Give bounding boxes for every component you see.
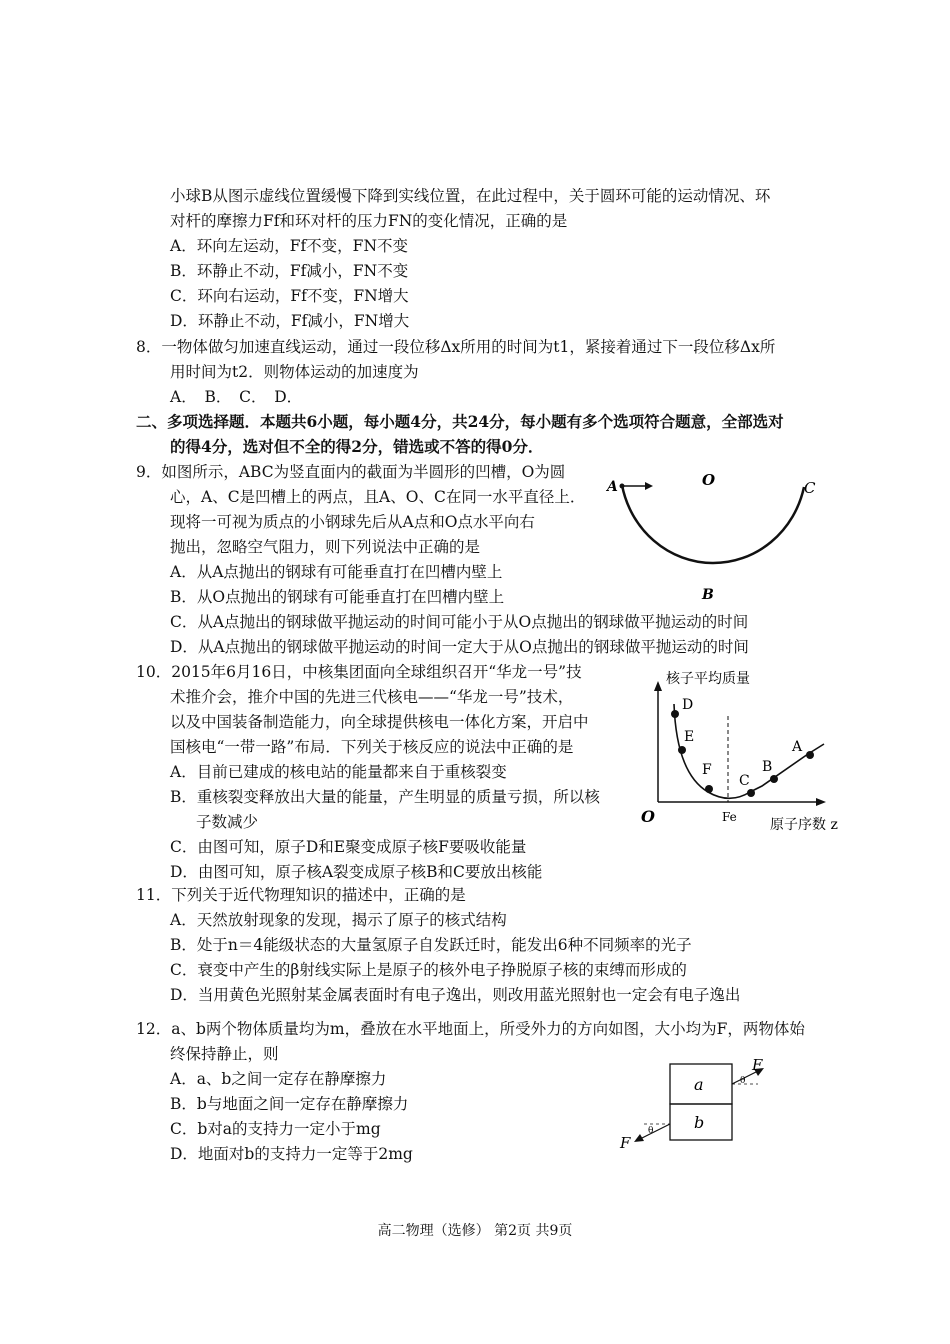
section2-header-line2: 的得4分，选对但不全的得2分，错选或不答的得0分． [170,437,544,456]
label-b-point: B [762,759,773,775]
label-f: F [702,762,712,778]
label-d: D [682,697,694,713]
q7-option-d: D．环静止不动，Ff减小，FN增大 [170,312,410,330]
q9-stem-line4: 抛出，忽略空气阻力，则下列说法中正确的是 [170,538,481,556]
q10-option-b-line2: 子数减少 [196,813,259,831]
q9-option-d: D．从A点抛出的钢球做平抛运动的时间一定大于从O点抛出的钢球做平抛运动的时间 [170,638,749,656]
page-footer: 高二物理（选修） 第2页 共9页 [377,1223,573,1239]
label-a-point: A [792,739,803,755]
q9-stem-line2: 心，A、C是凹槽上的两点，且A、O、C在同一水平直径上． [170,488,586,506]
q7-option-a: A．环向左运动，Ff不变，FN不变 [170,237,409,255]
x-axis-arrow-icon [816,798,826,806]
point-a-dot [620,484,625,489]
q10-option-c: C．由图可知，原子D和E聚变成原子核F要吸收能量 [170,838,527,856]
theta-b-label: θ [648,1126,654,1136]
q7-option-c: C．环向右运动，Ff不变，FN增大 [170,287,409,305]
q11-option-b: B．处于n＝4能级状态的大量氢原子自发跃迁时，能发出6种不同频率的光子 [170,936,692,954]
q9-groove-figure [600,465,830,605]
q12-blocks-figure [616,1056,776,1156]
q9-stem-line1: 9．如图所示，ABC为竖直面内的截面为半圆形的凹槽，O为圆 [136,463,566,481]
q8-stem-line2: 用时间为t2．则物体运动的加速度为 [170,363,419,381]
point-d [671,710,679,718]
theta-a-label: θ [740,1076,746,1086]
point-a [806,751,814,759]
origin-label: O [641,807,655,826]
block-a-label: a [694,1075,704,1094]
y-axis-arrow-icon [654,681,662,691]
section2-header-line1: 二、多项选择题．本题共6小题，每小题4分，共24分，每小题有多个选项符合题意，全部选对 [136,412,784,431]
point-f [705,785,713,793]
q11-option-c: C．衰变中产生的β射线实际上是原子的核外电子挣脱原子核的束缚而形成的 [170,961,687,979]
point-b [770,775,778,783]
q12-option-b: B．b与地面之间一定存在静摩擦力 [170,1095,409,1113]
q12-stem-line2: 终保持静止，则 [170,1045,279,1063]
groove-arc [622,485,804,563]
q10-option-b-line1: B．重核裂变释放出大量的能量，产生明显的质量亏损，所以核 [170,788,600,806]
arrowhead-icon [645,482,653,490]
q10-stem-line1: 10．2015年6月16日，中核集团面向全球组织召开“华龙一号”技 [136,663,582,681]
q7-stem-line1: 小球B从图示虚线位置缓慢下降到实线位置，在此过程中，关于圆环可能的运动情况、环 [170,187,771,205]
q12-option-c: C．b对a的支持力一定小于mg [170,1120,381,1138]
block-b-label: b [694,1113,705,1132]
q8-stem-line1: 8．一物体做匀加速直线运动，通过一段位移Δx所用的时间为t1，紧接着通过下一段位移Δx所 [136,338,776,356]
q10-stem-line2: 术推介会，推介中国的先进三代核电——“华龙一号”技术， [170,688,574,706]
q12-option-d: D．地面对b的支持力一定等于2mg [170,1145,413,1163]
label-c: C [804,479,816,497]
y-axis-label: 核子平均质量 [666,671,750,687]
point-c [747,789,755,797]
label-a: A [607,479,618,495]
q10-binding-chart [636,664,850,836]
label-o: O [702,471,716,489]
q7-stem-line2: 对杆的摩擦力Ff和环对杆的压力FN的变化情况，正确的是 [170,212,568,230]
q10-option-a: A．目前已建成的核电站的能量都来自于重核裂变 [170,763,507,781]
fe-label: Fe [722,810,737,824]
q10-option-d: D．由图可知，原子核A裂变成原子核B和C要放出核能 [170,863,543,881]
q10-stem-line4: 国核电“一带一路”布局．下列关于核反应的说法中正确的是 [170,738,574,756]
label-e: E [684,729,695,745]
force-a-label: F [752,1056,763,1074]
q12-stem-line1: 12．a、b两个物体质量均为m，叠放在水平地面上，所受外力的方向如图，大小均为F，两物体始 [136,1020,805,1038]
x-axis-label: 原子序数 z [770,817,838,833]
q9-stem-line3: 现将一可视为质点的小钢球先后从A点和O点水平向右 [170,513,535,531]
q10-stem-line3: 以及中国装备制造能力，向全球提供核电一体化方案，开启中 [170,713,589,731]
q12-option-a: A．a、b之间一定存在静摩擦力 [170,1070,387,1088]
point-e [678,746,686,754]
q8-options: A． B． C． D． [170,388,303,406]
q11-stem: 11．下列关于近代物理知识的描述中，正确的是 [136,886,466,904]
q9-option-b: B．从O点抛出的钢球有可能垂直打在凹槽内壁上 [170,588,505,606]
q11-option-d: D．当用黄色光照射某金属表面时有电子逸出，则改用蓝光照射也一定会有电子逸出 [170,986,741,1004]
label-c-point: C [739,773,750,789]
label-b: B [702,587,714,603]
q11-option-a: A．天然放射现象的发现，揭示了原子的核式结构 [170,911,507,929]
force-b-line [638,1124,670,1140]
force-b-label: F [620,1134,631,1152]
q9-option-c: C．从A点抛出的钢球做平抛运动的时间可能小于从O点抛出的钢球做平抛运动的时间 [170,613,749,631]
q7-option-b: B．环静止不动，Ff减小，FN不变 [170,262,409,280]
q9-option-a: A．从A点抛出的钢球有可能垂直打在凹槽内壁上 [170,563,503,581]
